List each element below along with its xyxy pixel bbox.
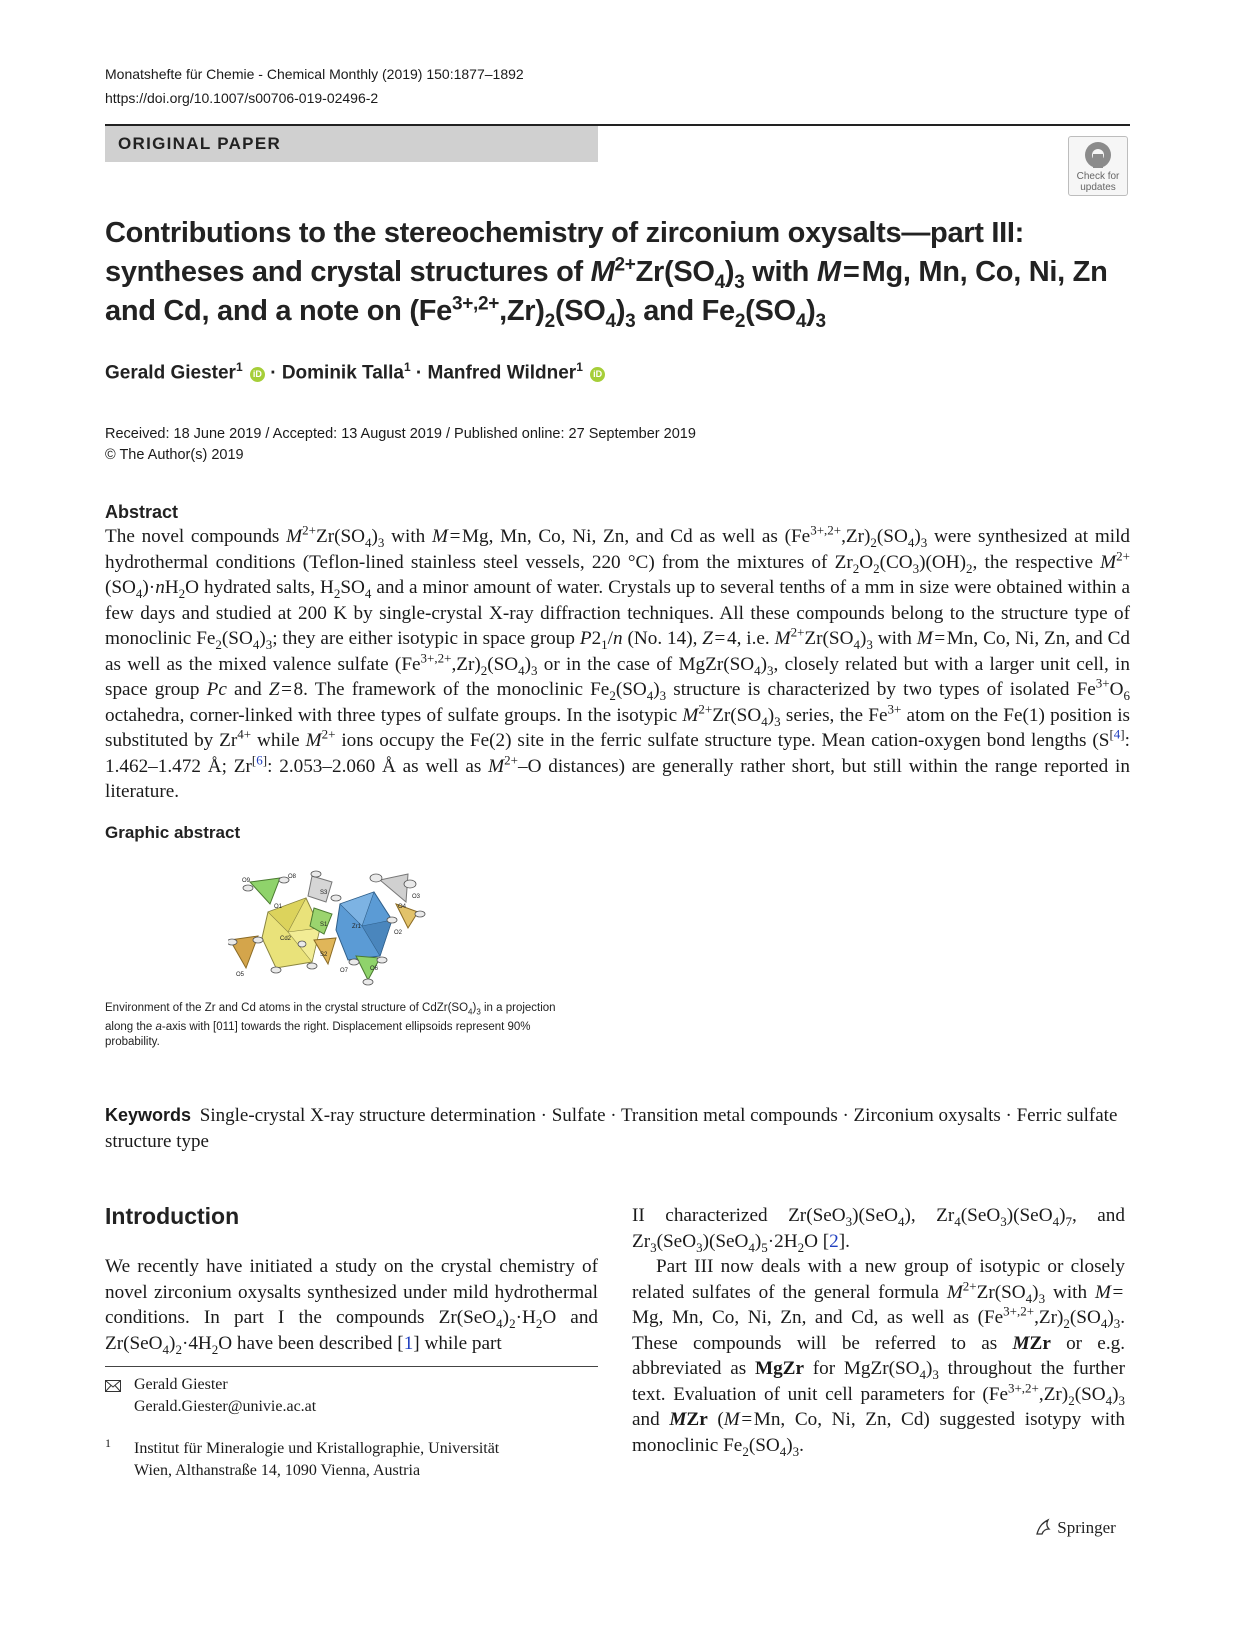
orcid-icon[interactable]: iD — [250, 367, 265, 382]
author-name[interactable]: Gerald Giester — [105, 362, 236, 384]
atom-label: O1 — [274, 904, 283, 910]
copyright-line: © The Author(s) 2019 — [105, 447, 244, 463]
atom-label: O7 — [340, 968, 349, 974]
atom-label: O2 — [394, 930, 403, 936]
footnote-rule — [105, 1366, 598, 1367]
atom-label: Cd2 — [280, 936, 292, 942]
crossmark-label-2: updates — [1080, 182, 1116, 193]
section-label: ORIGINAL PAPER — [118, 134, 282, 153]
sulfate-tetrahedron — [314, 938, 336, 964]
atom-label: O4 — [398, 904, 407, 910]
abstract-text: The novel compounds $M^{2+}Zr(SO_4)_3$ with M = Mg, Mn, Co, Ni, Zn, and Cd as well as $(Fe^{3+,2+},Zr)_2(SO_4)_3$ were synthesized at mild hydrothermal conditions (Teflon-lined stainless steel vessels, 220 °C) from the mixtures of $Zr_2O_2(CO_3)(OH)_2$, the respective $M^{2+}(SO_4)\cdot nH_2O$ hydrated salts, $H_2SO_4$ and a minor amount of water. Crystals up to several tenths of a mm in size were obtained within a few days and studied at 200 K by single-crystal X-ray diffraction techniques. All these compounds belong to the structure type of monoclinic $Fe_2(SO_4)_3$; they are either isotypic in space group $P2_1/n$ (No. 14), Z = 4, i.e. $M^{2+}Zr(SO_4)_3$ with M = Mn, Co, Ni, Zn, and Cd as well as the mixed valence sulfate $(Fe^{3+,2+},Zr)_2(SO_4)_3$ or in the case of $MgZr(SO_4)_3$, closely related but with a larger unit cell, in space group Pc and Z = 8. The framework of the monoclinic $Fe_2(SO_4)_3$ structure is characterized by two types of isolated $Fe^{3+}O_6$ octahedra, corner-linked with three types of sulfate groups. In the isotypic $M^{2+}Zr(SO_4)_3$ series, the $Fe^{3+}$ atom on the Fe(1) position is substituted by $Zr^{4+}$ while $M^{2+}$ ions occupy the Fe(2) site in the ferric sulfate structure type. Mean cation-oxygen bond lengths (S[4]: 1.462–1.472 Å; Zr[6]: 2.053–2.060 Å as well as $M^{2+}-O$ distances) are generally rather short, but still within the range reported in literature. — [105, 522, 1131, 802]
atom-label: O6 — [370, 966, 379, 972]
keywords-text: Single-crystal X-ray structure determination · Sulfate · Transition metal compounds · Zirconium oxysalts · Ferric sulfate structure type — [105, 1105, 1118, 1152]
doi-link[interactable]: https://doi.org/10.1007/s00706-019-02496-2 — [105, 90, 379, 106]
keywords — [105, 1102, 1130, 1155]
publication-dates — [105, 424, 696, 466]
affiliation-line: Wien, Althanstraße 14, 1090 Vienna, Austria — [134, 1462, 421, 1479]
atom-label: S2 — [320, 952, 328, 958]
atom-label: Zr1 — [352, 924, 361, 930]
corresponding-name: Gerald Giester — [134, 1376, 228, 1393]
section-band — [105, 126, 598, 162]
keywords-heading: Keywords — [105, 1105, 192, 1125]
author-name[interactable]: Dominik Talla — [281, 362, 404, 384]
sulfate-tetrahedron — [250, 878, 280, 904]
atom-label: S3 — [320, 890, 328, 896]
introduction-col1: We recently have initiated a study on the crystal chemistry of novel zirconium oxysalts synthesized under mild hydrothermal conditions. In part I the compounds $Zr(SeO_4)_2\cdot H_2O$ and $Zr(SeO_4)_2\cdot 4H_2O$ have been described [1] while part — [105, 1256, 599, 1357]
abstract-heading: Abstract — [105, 502, 179, 522]
intro-paragraph: II characterized Zr(SeO$_3$)(SeO$_4$), $Zr_4(SeO_3)(SeO_4)_7$, and $Zr_3(SeO_3)(SeO_4)_5\cdot 2H_2O$ [2]. — [632, 1205, 1125, 1255]
journal-citation: Monatshefte für Chemie - Chemical Monthly (2019) 150:1877–1892 — [105, 66, 524, 82]
orcid-icon[interactable]: iD — [590, 367, 605, 382]
atom-label: O3 — [412, 894, 421, 900]
publisher-name: Springer — [1057, 1518, 1116, 1537]
corresponding-email[interactable]: Gerald.Giester@univie.ac.at — [134, 1398, 317, 1415]
crystal-structure-figure — [228, 868, 428, 988]
affiliation-number: 1 — [105, 1436, 111, 1450]
introduction-col2 — [632, 1203, 1125, 1458]
publisher-logo — [1033, 1517, 1116, 1538]
paper-title: Contributions to the stereochemistry of zirconium oxysalts—part III: syntheses and crystal structures of $M^{2+}Zr(SO_4)_3$ with M = Mg, Mn, Co, Ni, Zn and Cd, and a note on $(Fe^{3+,2+},Zr)_2(SO_4)_3$ and $Fe_2(SO_4)_3$ — [105, 217, 1108, 332]
author-list: Gerald Giester$^1$ iD · Dominik Talla$^1$ · Manfred Wildner$^1$ iD — [105, 360, 605, 384]
dates-line: Received: 18 June 2019 / Accepted: 13 August 2019 / Published online: 27 September 2019 — [105, 426, 696, 442]
atom-label: S1 — [320, 922, 328, 928]
sulfate-tetrahedron — [380, 874, 408, 902]
introduction-heading: Introduction — [105, 1203, 240, 1229]
author-name[interactable]: Manfred Wildner — [427, 362, 577, 384]
corresponding-author — [134, 1374, 316, 1418]
springer-horse-icon — [1033, 1517, 1053, 1537]
envelope-icon — [105, 1377, 121, 1399]
graphic-abstract-caption: Environment of the Zr and Cd atoms in the crystal structure of $CdZr(SO_4)_3$ in a projection along the a-axis with [011] towards the right. Displacement ellipsoids represent 90% probability. — [105, 1002, 556, 1049]
graphic-abstract-heading: Graphic abstract — [105, 823, 241, 842]
affiliation — [134, 1438, 499, 1482]
check-for-updates-badge[interactable] — [1068, 136, 1128, 196]
affiliation-line: Institut für Mineralogie und Kristallographie, Universität — [134, 1440, 500, 1457]
crossmark-label-1: Check for — [1076, 171, 1120, 182]
intro-paragraph: Part III now deals with a new group of isotypic or closely related sulfates of the general formula $M^{2+}Zr(SO_4)_3$ with M = Mg, Mn, Co, Ni, Zn, and Cd, as well as $(Fe^{3+,2+},Zr)_2(SO_4)_3$. These compounds will be referred to as MZr or e.g. abbreviated as MgZr for $MgZr(SO_4)_3$ throughout the further text. Evaluation of unit cell parameters for $(Fe^{3+,2+},Zr)_2(SO_4)_3$ and MZr (M = Mn, Co, Ni, Zn, Cd) suggested isotypy with monoclinic $Fe_2(SO_4)_3$. — [632, 1256, 1126, 1459]
atom-label: O8 — [288, 874, 297, 880]
atom-label: O9 — [242, 878, 251, 884]
atom-label: O5 — [236, 972, 245, 978]
sulfate-tetrahedron — [308, 876, 332, 902]
